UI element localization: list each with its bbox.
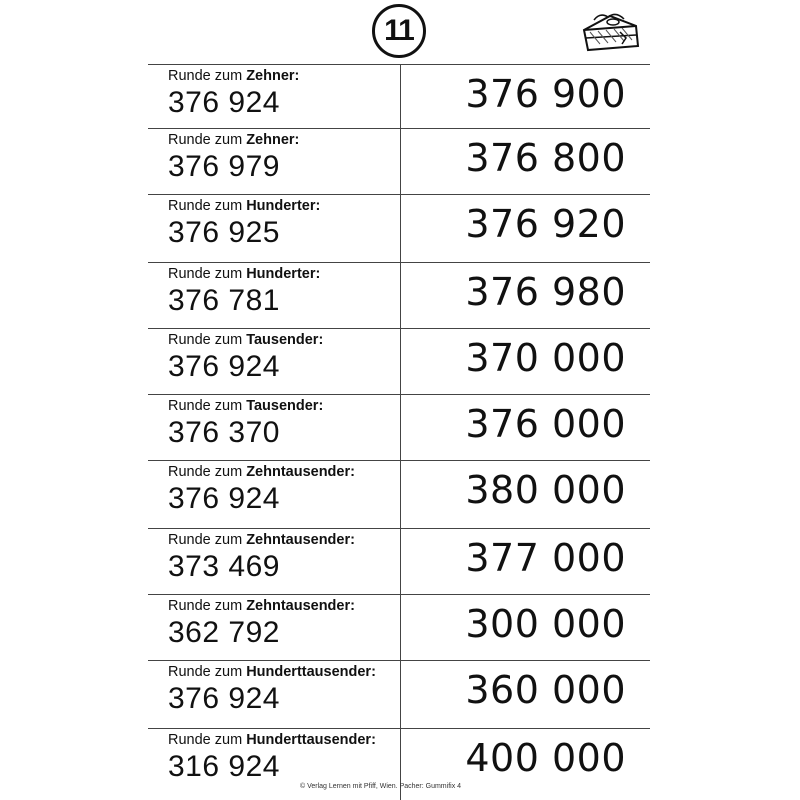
answer-number: 376 900 bbox=[465, 72, 626, 116]
task-cell bbox=[148, 194, 400, 260]
instruction-unit: Hunderttausender: bbox=[246, 664, 376, 680]
task-cell bbox=[148, 64, 400, 130]
task-number: 376 924 bbox=[168, 350, 280, 383]
instruction-prefix: Runde zum bbox=[168, 198, 247, 214]
instruction-unit: Hunderter: bbox=[246, 198, 321, 214]
answer-cell bbox=[402, 402, 648, 460]
copyright-note: © Verlag Lernen mit Pfiff, Wien. Pacher: Gummifix 4 bbox=[300, 783, 462, 790]
task-number: 376 781 bbox=[168, 284, 280, 317]
rounding-instruction bbox=[168, 532, 400, 548]
task-number: 316 924 bbox=[168, 750, 280, 783]
answer-cell bbox=[402, 72, 648, 130]
instruction-unit: Zehntausender: bbox=[246, 464, 355, 480]
task-number: 362 792 bbox=[168, 616, 280, 649]
instruction-prefix: Runde zum bbox=[168, 68, 247, 84]
task-cell bbox=[148, 394, 400, 460]
instruction-prefix: Runde zum bbox=[168, 732, 247, 748]
card-number: 11 bbox=[384, 14, 414, 47]
instruction-unit: Zehntausender: bbox=[246, 532, 355, 548]
answer-cell bbox=[402, 336, 648, 394]
answer-cell bbox=[402, 536, 648, 594]
task-number: 376 979 bbox=[168, 150, 280, 183]
rounding-instruction bbox=[168, 464, 400, 480]
rounding-instruction bbox=[168, 266, 400, 282]
instruction-unit: Hunderttausender: bbox=[246, 732, 376, 748]
answer-number: 377 000 bbox=[465, 536, 626, 580]
rounding-instruction bbox=[168, 332, 400, 348]
instruction-unit: Hunderter: bbox=[246, 266, 321, 282]
task-cell bbox=[148, 262, 400, 328]
task-number: 376 924 bbox=[168, 482, 280, 515]
answer-cell bbox=[402, 270, 648, 328]
answer-number: 376 000 bbox=[465, 402, 626, 446]
answer-cell bbox=[402, 602, 648, 660]
task-cell bbox=[148, 528, 400, 594]
answer-number: 370 000 bbox=[465, 336, 626, 380]
answer-cell bbox=[402, 202, 648, 260]
task-cell bbox=[148, 660, 400, 726]
answer-cell bbox=[402, 468, 648, 526]
instruction-prefix: Runde zum bbox=[168, 532, 247, 548]
task-cell bbox=[148, 128, 400, 194]
rounding-instruction bbox=[168, 664, 400, 680]
instruction-prefix: Runde zum bbox=[168, 266, 247, 282]
answer-number: 360 000 bbox=[465, 668, 626, 712]
instruction-prefix: Runde zum bbox=[168, 464, 247, 480]
rounding-instruction bbox=[168, 132, 400, 148]
instruction-unit: Tausender: bbox=[246, 398, 324, 414]
instruction-prefix: Runde zum bbox=[168, 598, 247, 614]
card-number-badge bbox=[372, 4, 426, 58]
answer-number: 376 800 bbox=[465, 136, 626, 180]
task-cell bbox=[148, 328, 400, 394]
answer-number: 400 000 bbox=[465, 736, 626, 780]
task-cell bbox=[148, 460, 400, 526]
cake-slice-icon bbox=[580, 8, 642, 56]
instruction-prefix: Runde zum bbox=[168, 132, 247, 148]
rounding-instruction bbox=[168, 598, 400, 614]
instruction-unit: Zehntausender: bbox=[246, 598, 355, 614]
instruction-unit: Tausender: bbox=[246, 332, 324, 348]
instruction-unit: Zehner: bbox=[246, 132, 300, 148]
task-number: 376 370 bbox=[168, 416, 280, 449]
task-number: 376 924 bbox=[168, 682, 280, 715]
instruction-unit: Zehner: bbox=[246, 68, 300, 84]
answer-cell bbox=[402, 136, 648, 194]
column-divider bbox=[400, 64, 401, 800]
instruction-prefix: Runde zum bbox=[168, 332, 247, 348]
answer-cell bbox=[402, 668, 648, 726]
task-number: 373 469 bbox=[168, 550, 280, 583]
answer-number: 380 000 bbox=[465, 468, 626, 512]
answer-number: 376 920 bbox=[465, 202, 626, 246]
task-number: 376 925 bbox=[168, 216, 280, 249]
rounding-instruction bbox=[168, 68, 400, 84]
answer-number: 376 980 bbox=[465, 270, 626, 314]
rounding-instruction bbox=[168, 398, 400, 414]
instruction-prefix: Runde zum bbox=[168, 398, 247, 414]
task-number: 376 924 bbox=[168, 86, 280, 119]
task-cell bbox=[148, 594, 400, 660]
instruction-prefix: Runde zum bbox=[168, 664, 247, 680]
rounding-instruction bbox=[168, 732, 400, 748]
rounding-instruction bbox=[168, 198, 400, 214]
answer-number: 300 000 bbox=[465, 602, 626, 646]
